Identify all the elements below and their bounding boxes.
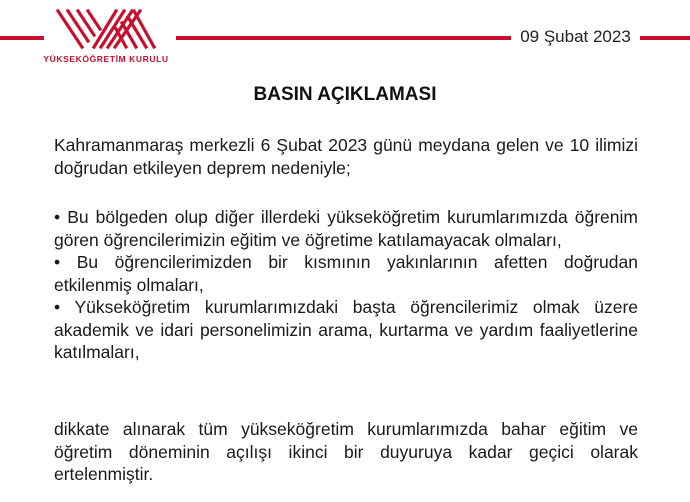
press-date: 09 Şubat 2023 xyxy=(520,27,631,46)
list-item xyxy=(54,251,638,296)
intro-paragraph xyxy=(54,134,638,179)
bullet-icon: • xyxy=(54,297,61,317)
list-item-text: Bu bölgeden olup diğer illerdeki yükseköğretim kurumlarımızda öğrenim gören öğrencilerimizin eğitim ve öğretime katılamayacak olmaları, xyxy=(54,207,638,250)
list-item-text: Yükseköğretim kurumlarımızdaki başta öğrencilerimiz olmak üzere akademik ve idari personelimizin arama, kurtarma ve yardım faaliyetlerine katılmaları, xyxy=(54,297,639,362)
bullet-icon: • xyxy=(54,207,61,227)
yok-logo xyxy=(42,8,170,72)
bullet-icon: • xyxy=(54,252,61,272)
header-rule-left xyxy=(0,36,44,40)
list-item-text: Bu öğrencilerimizden bir kısmının yakınlarının afetten doğrudan etkilenmiş olmaları, xyxy=(54,252,638,295)
header-rule-right xyxy=(640,36,690,40)
header-rule-middle xyxy=(176,36,511,40)
bullet-list xyxy=(54,206,638,364)
list-item xyxy=(54,206,638,251)
intro-text: Kahramanmaraş merkezli 6 Şubat 2023 günü meydana gelen ve 10 ilimizi doğrudan etkileyen deprem nedeniyle; xyxy=(54,135,638,178)
list-item xyxy=(54,296,638,364)
conclusion-paragraph xyxy=(54,418,638,486)
conclusion-text: dikkate alınarak tüm yükseköğretim kurumlarımızda bahar eğitim ve öğretim döneminin açılışı ikinci bir duyuruya kadar geçici olarak ertelenmiştir. xyxy=(54,419,638,484)
organization-name: YÜKSEKÖĞRETİM KURULU xyxy=(43,54,169,64)
document-title: BASIN AÇIKLAMASI xyxy=(253,84,437,105)
yok-emblem-icon xyxy=(54,8,158,50)
